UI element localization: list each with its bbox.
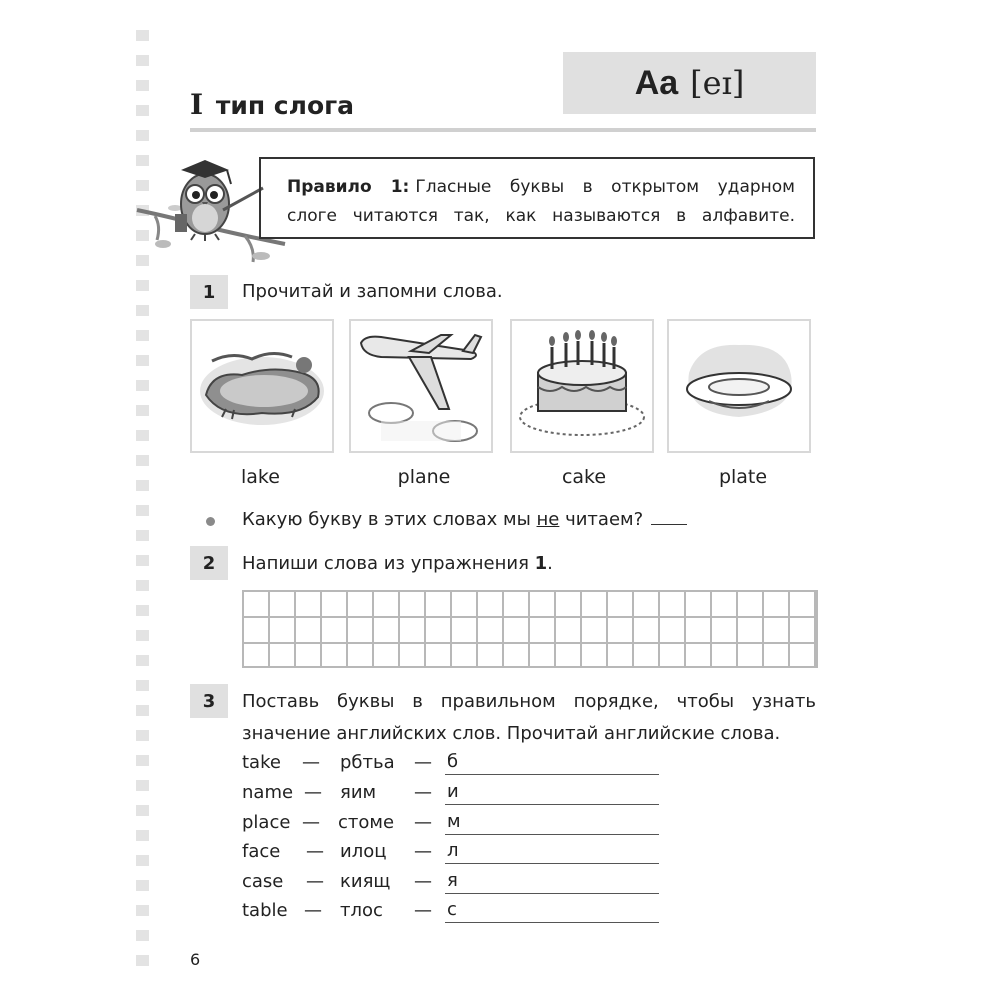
page-number: 6 — [190, 950, 201, 969]
letter-pair: Aa — [634, 63, 679, 102]
spiral-hole — [136, 705, 149, 716]
rule-line-1: Гласные буквы в открытом ударном — [415, 177, 795, 197]
spiral-hole — [136, 80, 149, 91]
spiral-hole — [136, 855, 149, 866]
spiral-hole — [136, 505, 149, 516]
picture-card — [667, 319, 811, 453]
answer-letter: л — [447, 840, 459, 861]
task-2-text-bold: 1 — [534, 553, 548, 574]
question-after: читаем? — [559, 509, 644, 530]
english-word: table — [242, 900, 288, 921]
header-letters — [563, 52, 816, 114]
spiral-hole — [136, 830, 149, 841]
spiral-hole — [136, 330, 149, 341]
spiral-hole — [136, 780, 149, 791]
dash: — — [306, 871, 324, 892]
english-word: name — [242, 782, 294, 803]
dash: — — [414, 782, 432, 803]
plate-icon — [669, 321, 809, 451]
spiral-hole — [136, 580, 149, 591]
spiral-hole — [136, 430, 149, 441]
spiral-hole — [136, 405, 149, 416]
picture-word: cake — [561, 466, 607, 488]
scrambled-word: киящ — [340, 871, 391, 892]
dash: — — [414, 752, 432, 773]
cake-icon — [512, 321, 652, 451]
spiral-hole — [136, 730, 149, 741]
dash: — — [304, 900, 322, 921]
spiral-hole — [136, 280, 149, 291]
spiral-hole — [136, 355, 149, 366]
dash: — — [304, 782, 322, 803]
list-item — [242, 782, 672, 812]
plane-icon — [351, 321, 491, 451]
english-word: place — [242, 812, 291, 833]
task-2-text-before: Напиши слова из упражнения — [242, 553, 535, 574]
spiral-hole — [136, 805, 149, 816]
lake-icon — [192, 321, 332, 451]
bullet-icon — [206, 517, 215, 526]
dash: — — [306, 841, 324, 862]
picture-word: plate — [718, 466, 768, 488]
spiral-hole — [136, 455, 149, 466]
answer-letter: б — [447, 751, 459, 772]
picture-card — [349, 319, 493, 453]
dash: — — [414, 841, 432, 862]
english-word: face — [242, 841, 281, 862]
spiral-hole — [136, 30, 149, 41]
picture-card — [190, 319, 334, 453]
spiral-hole — [136, 380, 149, 391]
spiral-hole — [136, 130, 149, 141]
writing-grid[interactable] — [242, 590, 818, 668]
task-3-text — [242, 686, 816, 750]
spiral-hole — [136, 105, 149, 116]
spiral-hole — [136, 555, 149, 566]
question-underlined: не — [536, 509, 560, 530]
english-word: case — [242, 871, 284, 892]
spiral-hole — [136, 480, 149, 491]
answer-letter: м — [447, 811, 461, 832]
task-2-text — [242, 553, 553, 574]
answer-line[interactable] — [445, 782, 659, 805]
spiral-hole — [136, 655, 149, 666]
answer-line[interactable] — [445, 900, 659, 923]
list-item — [242, 900, 672, 930]
answer-letter: я — [447, 870, 458, 891]
task-1-text: Прочитай и запомни слова. — [242, 281, 503, 302]
scrambled-word: тлос — [340, 900, 383, 921]
question-answer-blank[interactable] — [651, 524, 687, 525]
spiral-hole — [136, 880, 149, 891]
rule-label: Правило 1: — [287, 177, 410, 197]
answer-line[interactable] — [445, 841, 659, 864]
scrambled-word: яим — [340, 782, 377, 803]
spiral-hole — [136, 930, 149, 941]
picture-word: plane — [397, 466, 451, 488]
transcription: [eɪ] — [690, 64, 745, 102]
list-item — [242, 812, 672, 842]
spiral-hole — [136, 680, 149, 691]
title-divider — [190, 128, 816, 132]
dash: — — [414, 900, 432, 921]
dash: — — [414, 812, 432, 833]
scrambled-word: стоме — [338, 812, 395, 833]
spiral-hole — [136, 530, 149, 541]
task-1-number: 1 — [190, 275, 228, 309]
list-item — [242, 841, 672, 871]
spiral-hole — [136, 755, 149, 766]
task-2-text-after: . — [547, 553, 553, 574]
dash: — — [414, 871, 432, 892]
page-title — [190, 88, 354, 121]
task-3-line-1: Поставь буквы в правильном порядке, чтобы узнать — [242, 691, 816, 712]
english-word: take — [242, 752, 281, 773]
spiral-hole — [136, 55, 149, 66]
spiral-hole — [136, 905, 149, 916]
list-item — [242, 871, 672, 901]
list-item — [242, 752, 672, 782]
question-text — [242, 509, 687, 530]
title-roman: I — [190, 88, 204, 121]
task-2-number: 2 — [190, 546, 228, 580]
rule-box — [259, 157, 815, 239]
picture-word: lake — [241, 466, 280, 488]
rule-line-2: слоге читаются так, как называются в алфавите. — [287, 206, 795, 226]
answer-line[interactable] — [445, 812, 659, 835]
title-text: тип слога — [215, 91, 355, 120]
spiral-hole — [136, 305, 149, 316]
task-3-number: 3 — [190, 684, 228, 718]
dash: — — [302, 752, 320, 773]
task-3-line-2: значение английских слов. Прочитай английские слова. — [242, 723, 781, 744]
picture-card — [510, 319, 654, 453]
answer-letter: с — [447, 899, 457, 920]
question-before: Какую букву в этих словах мы — [242, 509, 537, 530]
spiral-hole — [136, 630, 149, 641]
dash: — — [302, 812, 320, 833]
scrambled-word: илоц — [340, 841, 387, 862]
answer-line[interactable] — [445, 871, 659, 894]
answer-line[interactable] — [445, 752, 659, 775]
spiral-hole — [136, 605, 149, 616]
scrambled-word: рбтьа — [340, 752, 395, 773]
answer-letter: и — [447, 781, 459, 802]
spiral-hole — [136, 955, 149, 966]
